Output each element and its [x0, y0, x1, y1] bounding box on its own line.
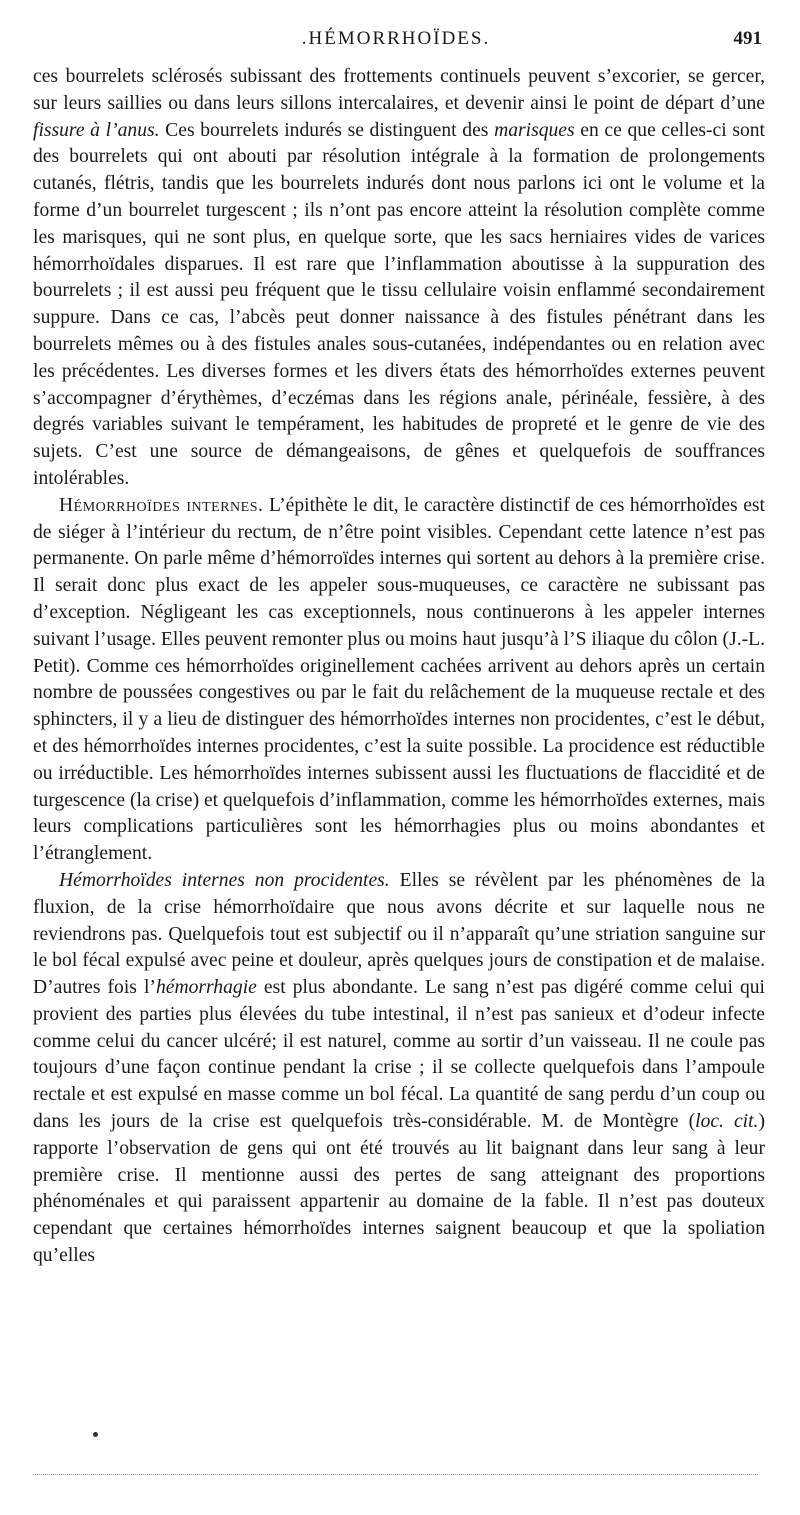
paragraph-3-text-a: Elles se révèlent par les phénomènes de la fluxion, de la crise hémorrhoïdaire que nous avons décrite et sur laquelle nous ne reviendrons pas. Quelquefois tout est subjectif ou il n’apparaît qu’une striation sanguine sur le bol fécal expulsé avec peine et douleur, après quelques jours de constipation et de malaise. D’autres fois l’	[33, 869, 765, 999]
paragraph-1-text-c: en ce que celles-ci sont des bourrelets qui ont abouti par résolution intégrale à la formation de prolongements cutanés, flétris, tandis que les bourrelets indurés dont nous parlons ici ont le volume et la forme d’un bourrelet turgescent ; ils n’ont pas encore atteint la résolution complète comme les marisques, qui ne sont plus, en quelque sorte, que les sacs herniaires vides de varices hémorrhoïdales disparues. Il est rare que l’inflammation aboutisse à la suppuration des bourrelets ; il est aussi peu fréquent que le tissu cellulaire voisin enflammé secondairement suppure. Dans ce cas, l’abcès peut donner naissance à des fistules pénétrant dans les bourrelets mêmes ou à des fistules anales sous-cutanées, indépendantes ou en relation avec les précédentes. Les diverses formes et les divers états des hémorrhoïdes externes peuvent s’accompagner d’érythèmes, d’eczémas dans les régions anale, périnéale, fessière, à des degrés variables suivant le tempérament, les habitudes de propreté et le genre de vie des sujets. C’est une source de démangeaisons, de gênes et quelquefois de souffrances intolérables.	[33, 119, 766, 489]
paragraph-3	[33, 868, 765, 1270]
running-title: .HÉMORRHOÏDES.	[301, 28, 491, 49]
paragraph-3-emphasis-hemorrhagie: hémorrhagie	[155, 977, 257, 999]
paragraph-1-text-a: ces bourrelets sclérosés subissant des frottements continuels peuvent s’excorier, se gercer, sur leurs saillies ou dans leurs sillons intercalaires, et devenir ainsi le point de départ d’une	[33, 66, 765, 114]
paragraph-1	[33, 64, 765, 493]
paragraph-1-emphasis-marisques: marisques	[494, 119, 575, 141]
paragraph-1-emphasis-fissure: fissure à l’anus.	[33, 119, 160, 141]
paragraph-2	[33, 493, 765, 868]
paragraph-2-text: L’épithète le dit, le caractère distinctif de ces hémorrhoïdes est de siéger à l’intérieur du rectum, de n’être point visibles. Cependant cette latence n’est pas permanente. On parle même d’hémorroïdes internes qui sortent au dehors à la première crise. Il serait donc plus exact de les appeler sous-muqueuses, ce caractère ne subissant pas d’exception. Négligeant les cas exceptionnels, nous continuerons à les appeler internes suivant l’usage. Elles peuvent remonter plus ou moins haut jusqu’à l’S iliaque du côlon (J.-L. Petit). Comme ces hémorrhoïdes originellement cachées arrivent au dehors après un certain nombre de poussées congestives ou par le fait du relâchement de la muqueuse rectale et des sphincters, il y a lieu de distinguer des hémorrhoïdes internes non procidentes, c’est le début, et des hémorrhoïdes internes procidentes, c’est la suite possible. La procidence est réductible ou irréductible. Les hémorrhoïdes internes subissent aussi les fluctuations de flaccidité et de turgescence (la crise) et quelquefois d’inflammation, comme les hémorrhoïdes externes, mais leurs complications particulières sont les hémorrhagies plus ou moins abondantes et l’étranglement.	[33, 494, 766, 865]
body-text	[33, 64, 765, 1270]
section-heading-non-procidentes: Hémorrhoïdes internes non procidentes.	[59, 869, 390, 891]
paragraph-3-emphasis-loc-cit: loc. cit.	[695, 1111, 759, 1133]
section-heading-hemorrhoides-internes: Hémorrhoïdes internes.	[59, 494, 264, 516]
page-number: 491	[733, 28, 762, 49]
footer-rule	[33, 1474, 758, 1475]
page-header	[30, 28, 762, 58]
print-speck	[93, 1432, 98, 1437]
paragraph-3-text-b: est plus abondante. Le sang n’est pas digéré comme celui qui provient des parties plus élevées du tube intestinal, il n’est pas sanieux et d’odeur infecte comme celui du cancer ulcéré; il est naturel, comme au sortir d’un vaisseau. Il ne coule pas toujours d’une façon continue pendant la crise ; il se collecte quelquefois dans l’ampoule rectale et est expulsé en masse comme un bol fécal. La quantité de sang perdu d’un coup ou dans les jours de la crise est quelquefois très-considérable. M. de Montègre (	[33, 977, 765, 1133]
paragraph-1-text-b: Ces bourrelets indurés se distinguent des	[159, 119, 495, 141]
paragraph-3-text-c: ) rapporte l’observation de gens qui ont été trouvés au lit baignant dans leur sang à leur première crise. Il mentionne aussi des pertes de sang atteignant des proportions phénoménales et qui paraissent appartenir au domaine de la fable. Il n’est pas douteux cependant que certaines hémorrhoïdes internes saignent beaucoup et que la spoliation qu’elles	[33, 1111, 765, 1267]
